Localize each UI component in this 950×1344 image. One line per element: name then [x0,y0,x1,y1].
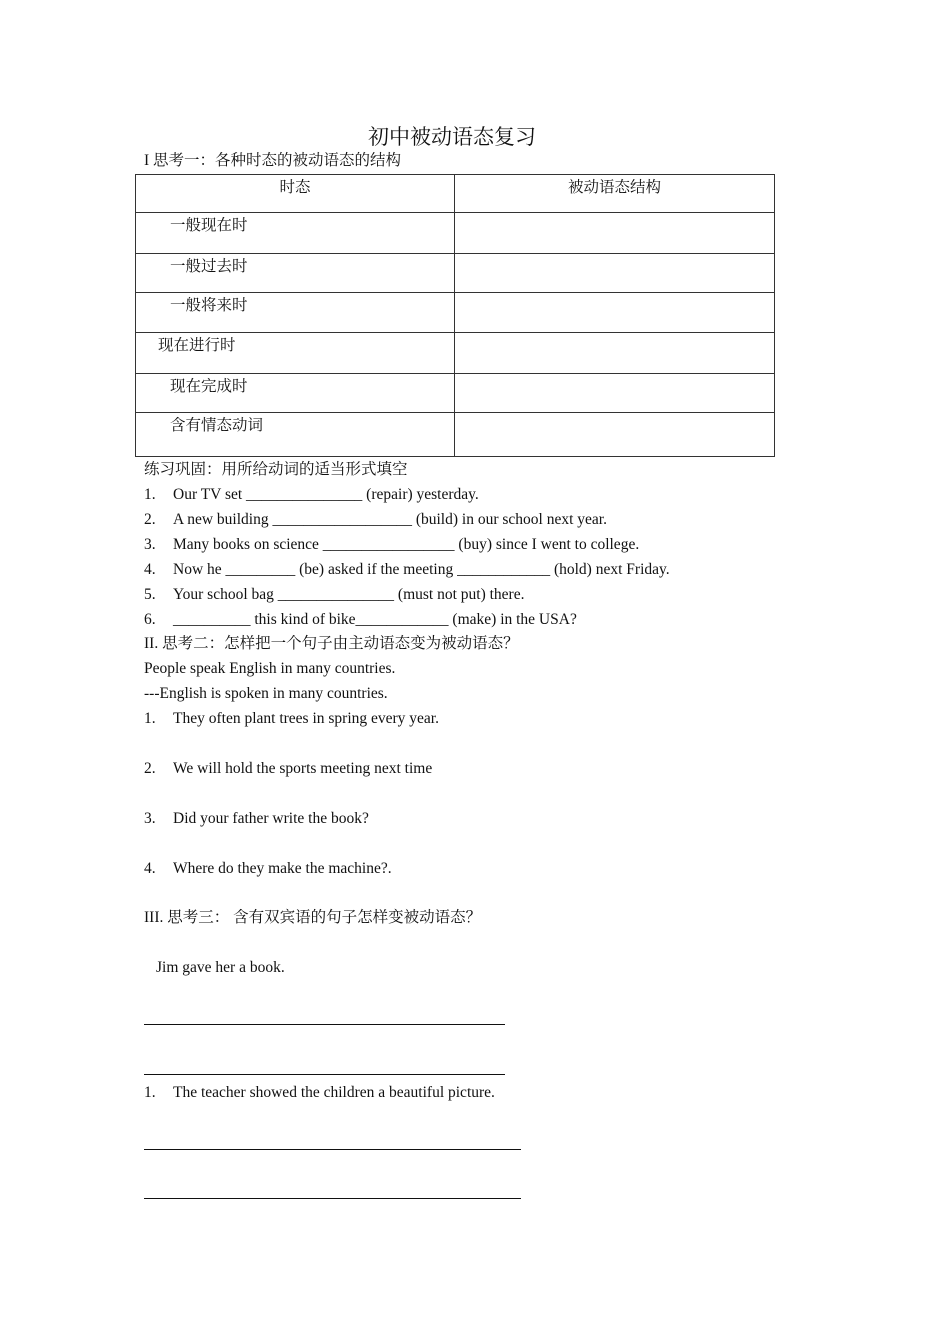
list-item [144,710,439,728]
item-number: 6. [144,611,156,628]
item-number: 5. [144,586,156,603]
list-item [144,561,670,579]
table-header-row [136,175,775,213]
example-sentence: Jim gave her a book. [156,959,285,976]
list-item [144,860,392,878]
table-cell-tense: 现在进行时 [136,333,455,374]
section3-heading: III. 思考三： 含有双宾语的句子怎样变被动语态？ [144,909,482,926]
item-text: They often plant trees in spring every year. [173,710,439,727]
answer-line[interactable] [144,1149,521,1150]
list-item [144,486,479,504]
item-text: Many books on science _________________ (buy) since I went to college. [173,536,640,553]
table-row [136,374,775,413]
table-cell-tense: 含有情态动词 [136,413,455,457]
table-row [136,413,775,457]
item-text: __________ this kind of bike____________ (make) in the USA? [173,611,577,628]
table-cell-structure[interactable] [455,413,775,457]
tense-table [135,174,775,457]
item-number: 2. [144,511,156,528]
list-item [144,511,607,529]
list-item [144,586,524,604]
table-cell-structure[interactable] [455,293,775,333]
answer-line[interactable] [144,1074,505,1075]
item-number: 2. [144,760,156,777]
table-row [136,333,775,374]
table-header-structure: 被动语态结构 [455,175,775,213]
table-cell-structure[interactable] [455,333,775,374]
table-row [136,293,775,333]
item-number: 3. [144,536,156,553]
item-number: 1. [144,710,156,727]
page-title: 初中被动语态复习 [368,125,536,149]
answer-line[interactable] [144,1198,521,1199]
section2-heading: II. 思考二：怎样把一个句子由主动语态变为被动语态？ [144,635,519,652]
item-text: We will hold the sports meeting next time [173,760,433,777]
list-item [144,810,369,828]
item-number: 3. [144,810,156,827]
item-text: Now he _________ (be) asked if the meeting ____________ (hold) next Friday. [173,561,670,578]
example-passive: ---English is spoken in many countries. [144,685,388,702]
answer-line[interactable] [144,1024,505,1025]
list-item [144,1084,495,1102]
item-number: 4. [144,561,156,578]
table-cell-tense: 一般将来时 [136,293,455,333]
table-cell-tense: 现在完成时 [136,374,455,413]
item-text: Did your father write the book? [173,810,369,827]
practice-heading: 练习巩固：用所给动词的适当形式填空 [144,461,408,478]
section1-heading: I 思考一：各种时态的被动语态的结构 [144,152,402,169]
list-item [144,611,577,629]
list-item [144,536,639,554]
table-cell-tense: 一般过去时 [136,254,455,293]
item-text: A new building __________________ (build) in our school next year. [173,511,607,528]
list-item [144,760,432,778]
item-text: Your school bag _______________ (must not put) there. [173,586,525,603]
table-cell-structure[interactable] [455,213,775,254]
item-text: Our TV set _______________ (repair) yesterday. [173,486,479,503]
item-text: The teacher showed the children a beautiful picture. [173,1084,495,1101]
table-cell-structure[interactable] [455,374,775,413]
item-number: 1. [144,486,156,503]
item-number: 1. [144,1084,156,1101]
item-number: 4. [144,860,156,877]
table-header-tense: 时态 [136,175,455,213]
table-row [136,213,775,254]
table-row [136,254,775,293]
item-text: Where do they make the machine?. [173,860,392,877]
table-cell-structure[interactable] [455,254,775,293]
example-active: People speak English in many countries. [144,660,396,677]
table-cell-tense: 一般现在时 [136,213,455,254]
